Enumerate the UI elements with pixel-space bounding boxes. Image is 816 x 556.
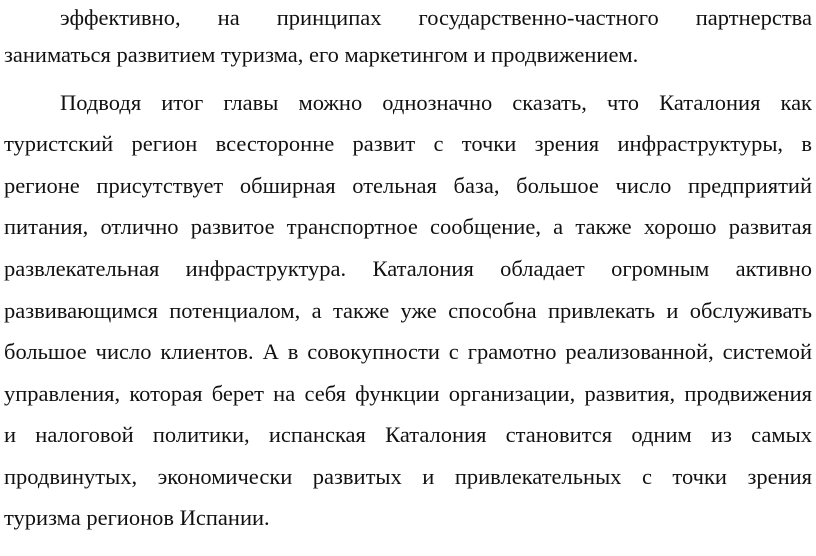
text-line: Подводя итог главы можно однозначно сказать, что Каталония как [60,90,812,115]
text-line: большое число клиентов. А в совокупности с грамотно реализованной, системой [4,339,812,364]
text-line: управления, которая берет на себя функции организации, развития, продвижения [4,381,812,406]
text-line: развивающимся потенциалом, а также уже способна привлекать и обслуживать [4,298,812,323]
text-line: эффективно, на принципах государственно-частного партнерства [60,5,812,30]
text-line: туристский регион всесторонне развит с точки зрения инфраструктуры, в [4,131,812,156]
text-line: и налоговой политики, испанская Каталония становится одним из самых [4,422,812,447]
text-line: регионе присутствует обширная отельная база, большое число предприятий [4,173,812,198]
text-line: развлекательная инфраструктура. Каталония обладает огромным активно [4,256,812,281]
text-line: туризма регионов Испании. [4,505,270,530]
text-line: продвинутых, экономически развитых и привлекательных с точки зрения [4,464,812,489]
text-line: питания, отлично развитое транспортное сообщение, а также хорошо развитая [4,214,812,239]
text-line: заниматься развитием туризма, его маркетингом и продвижением. [4,42,639,67]
